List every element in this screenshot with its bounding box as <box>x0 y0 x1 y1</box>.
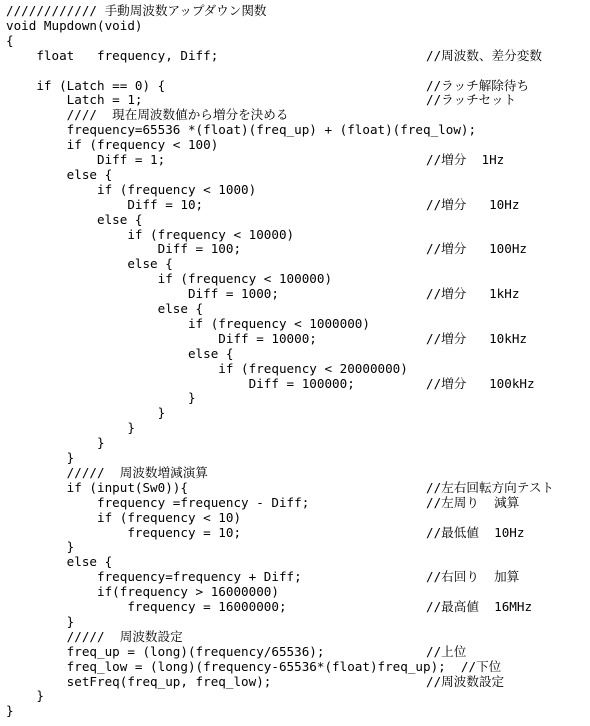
code-text: Diff = 100; <box>6 241 242 257</box>
code-text: else { <box>6 554 113 570</box>
code-comment: //右回り 加算 <box>426 569 520 585</box>
code-line <box>6 375 535 391</box>
code-text: if(frequency > 16000000) <box>6 584 279 600</box>
code-text: } <box>6 405 166 421</box>
code-text: //////////// 手動周波数アップダウン関数 <box>6 3 267 18</box>
code-line <box>6 152 505 167</box>
code-text: Diff = 100000; <box>6 375 355 391</box>
code-line <box>6 435 105 450</box>
code-line <box>6 510 241 525</box>
code-line <box>6 569 520 585</box>
code-line <box>6 77 530 93</box>
code-text: } <box>6 390 196 406</box>
code-text: frequency = 16000000; <box>6 599 287 614</box>
code-text: Diff = 1000; <box>6 286 279 302</box>
code-text: frequency=frequency + Diff; <box>6 569 302 585</box>
code-text: if (Latch == 0) { <box>6 77 166 93</box>
code-text: if (frequency < 10000) <box>6 226 295 242</box>
code-line <box>6 3 267 18</box>
code-text: if (frequency < 1000) <box>6 181 257 197</box>
code-line <box>6 212 142 227</box>
code-line <box>6 271 332 286</box>
code-line <box>6 629 183 644</box>
code-line <box>6 539 74 554</box>
code-line <box>6 92 517 108</box>
code-line <box>6 196 520 212</box>
code-text: if (frequency < 100) <box>6 137 219 153</box>
code-comment: //最高値 16MHz <box>426 599 533 614</box>
code-line <box>6 450 74 465</box>
code-line <box>6 182 256 197</box>
code-comment: //増分 100Hz <box>426 241 528 257</box>
code-comment: //増分 100kHz <box>426 375 535 391</box>
code-line <box>6 286 520 302</box>
code-text: //// 現在周波数値から増分を決める <box>6 107 289 123</box>
code-line <box>6 673 505 689</box>
code-comment: //周波数設定 <box>426 673 505 689</box>
code-line <box>6 554 112 569</box>
code-text: freq_low = (long)(frequency-65536*(float)freq_up); //下位 <box>6 658 502 674</box>
code-comment: //増分 1kHz <box>426 286 520 302</box>
code-comment: //ラッチセット <box>426 92 517 108</box>
code-line <box>6 33 14 48</box>
code-line <box>6 688 44 703</box>
code-line <box>6 241 528 257</box>
code-line <box>6 584 279 599</box>
code-line <box>6 405 165 420</box>
code-text: } <box>6 539 75 555</box>
code-line <box>6 659 501 674</box>
code-line <box>6 703 14 718</box>
code-line <box>6 107 288 122</box>
code-text: { <box>6 32 14 48</box>
code-text: void Mupdown(void) <box>6 17 143 33</box>
code-text: ///// 周波数増減演算 <box>6 464 208 480</box>
code-text: frequency =frequency - Diff; <box>6 494 310 510</box>
code-line <box>6 346 233 361</box>
code-text: if (frequency < 20000000) <box>6 360 408 376</box>
code-text: frequency=65536 *(float)(freq_up) + (float)(freq_low); <box>6 122 477 138</box>
code-text: Diff = 10; <box>6 196 204 212</box>
code-text: } <box>6 420 135 436</box>
code-line <box>6 390 196 405</box>
code-line <box>6 316 370 331</box>
code-text: else { <box>6 211 143 227</box>
code-text: } <box>6 450 75 465</box>
code-text: } <box>6 613 75 629</box>
code-text: frequency = 10; <box>6 524 242 540</box>
code-line <box>6 167 112 182</box>
code-text: setFreq(freq_up, freq_low); <box>6 673 272 689</box>
code-text: if (frequency < 100000) <box>6 271 333 287</box>
code-line <box>6 47 542 63</box>
code-text: if (input(Sw0)){ <box>6 479 188 495</box>
code-text: Diff = 10000; <box>6 330 317 346</box>
code-text: if (frequency < 10) <box>6 509 242 525</box>
code-text: ///// 周波数設定 <box>6 628 183 644</box>
code-text: if (frequency < 1000000) <box>6 315 370 331</box>
code-comment: //左右回転方向テスト <box>426 479 555 495</box>
code-text: else { <box>6 301 204 316</box>
code-text: Diff = 1; <box>6 152 166 167</box>
code-line <box>6 330 528 346</box>
code-line <box>6 227 294 242</box>
code-line <box>6 420 135 435</box>
code-line <box>6 137 218 152</box>
code-comment: //増分 1Hz <box>426 152 505 167</box>
code-text: float frequency, Diff; <box>6 47 219 63</box>
code-comment: //上位 <box>426 643 467 659</box>
code-comment: //左周り 減算 <box>426 494 520 510</box>
code-line <box>6 122 476 137</box>
code-comment: //最低値 10Hz <box>426 524 525 540</box>
code-text: } <box>6 703 14 719</box>
code-line <box>6 643 467 659</box>
code-line <box>6 465 208 480</box>
code-text: freq_up = (long)(frequency/65536); <box>6 643 325 659</box>
code-text: Latch = 1; <box>6 92 143 108</box>
code-line <box>6 479 555 495</box>
code-line <box>6 599 533 614</box>
code-text: else { <box>6 345 234 361</box>
code-line <box>6 18 142 33</box>
code-line <box>6 301 203 316</box>
code-text: else { <box>6 166 113 182</box>
code-text: } <box>6 688 44 704</box>
code-text: else { <box>6 256 173 272</box>
code-line <box>6 494 520 510</box>
code-line <box>6 614 74 629</box>
code-comment: //周波数、差分変数 <box>426 47 542 63</box>
code-line <box>6 361 408 376</box>
code-line <box>6 524 525 540</box>
code-text: } <box>6 435 105 451</box>
code-line <box>6 256 173 271</box>
code-comment: //増分 10kHz <box>426 330 528 346</box>
code-comment: //ラッチ解除待ち <box>426 77 530 93</box>
code-comment: //増分 10Hz <box>426 196 520 212</box>
